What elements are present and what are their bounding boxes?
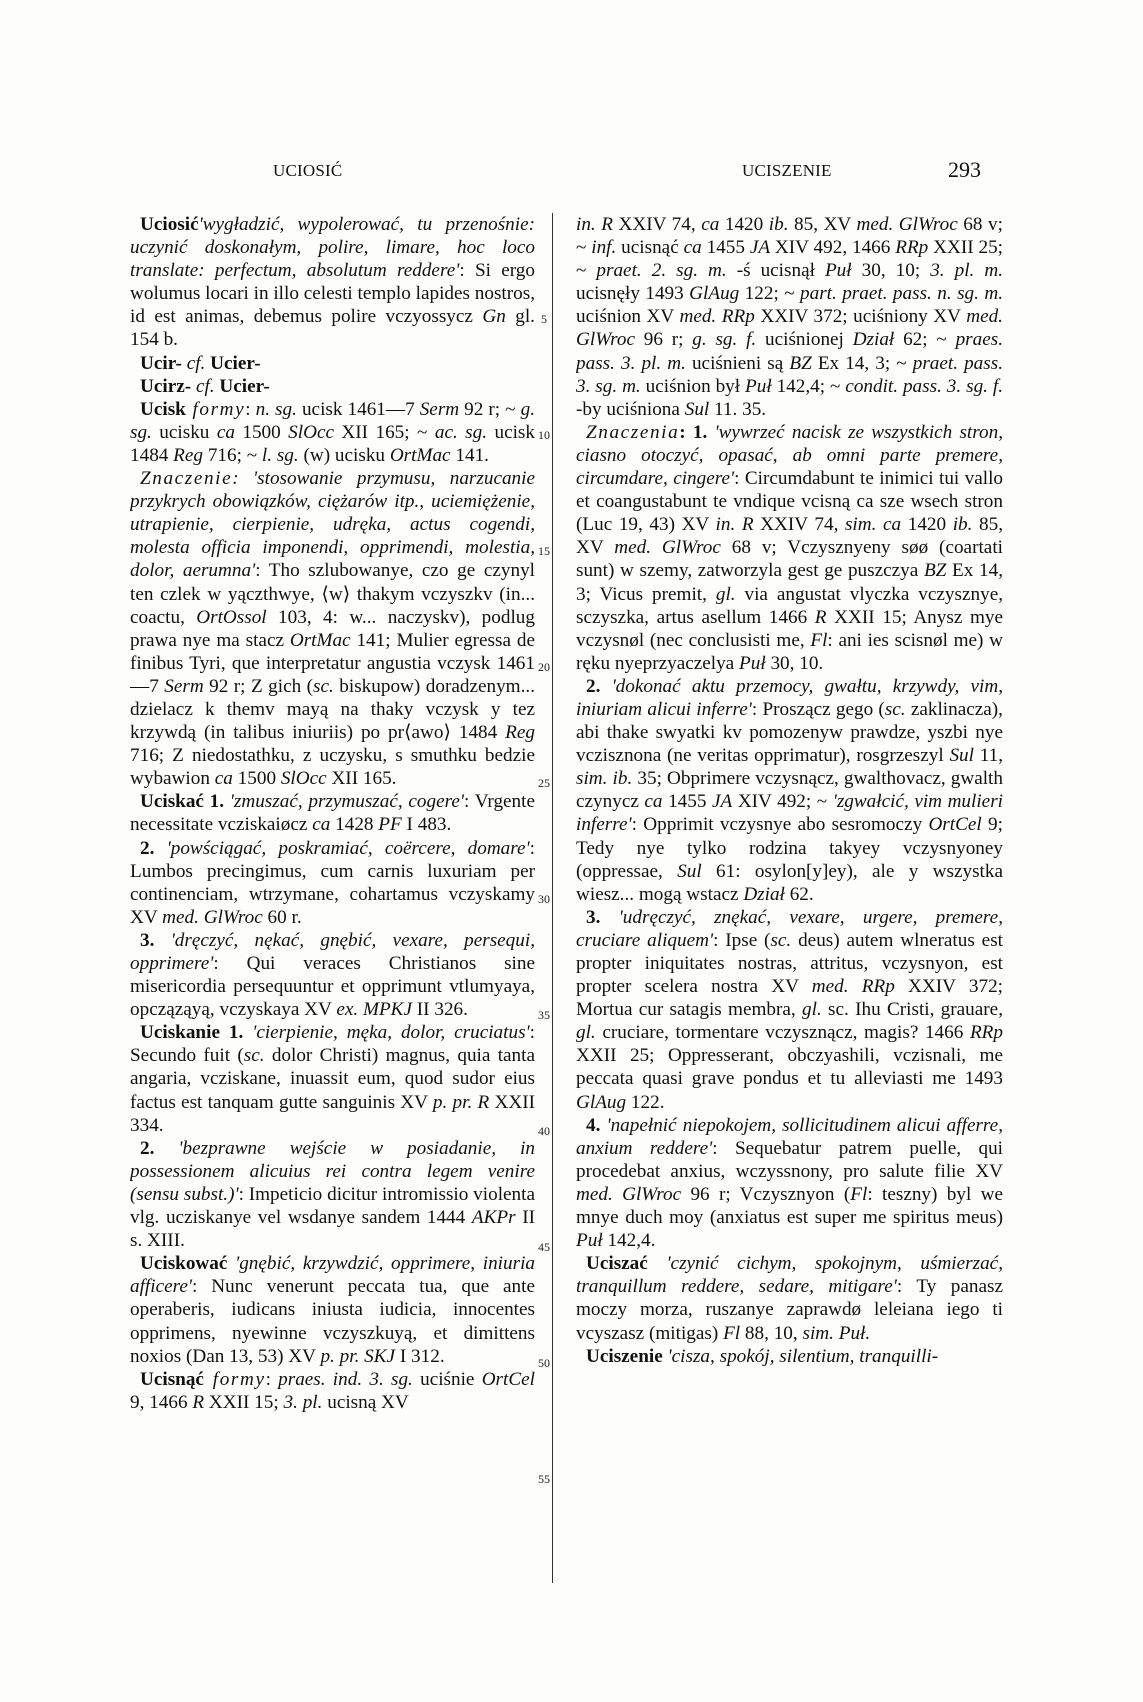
text: 62; ~ [894, 329, 956, 351]
entry-ucisk-meaning [130, 467, 535, 790]
citation: 61: osylon[y]ey), ale y wszystka wiesz... mogą wstacz [576, 860, 1003, 905]
headword: Ucir- [140, 352, 182, 374]
line-number: 45 [538, 1240, 550, 1254]
entry-ucisnac [130, 1368, 535, 1414]
grammar: g. sg. [130, 398, 535, 443]
citation: XXII 25; Oppresserant, obczyashili, vczisnali, me peccata quasi grave pondus et tu alleviasti me 1493 [576, 1045, 1003, 1090]
source-abbrev: Serm [419, 398, 460, 420]
source-abbrev: RRp [895, 237, 929, 259]
citation: XII 165. [326, 768, 397, 790]
source-abbrev: OrtCel [928, 814, 982, 836]
text: 92 r; ~ [459, 398, 521, 420]
sense-number: 3. [140, 929, 155, 951]
entry-uciskowac [130, 1252, 535, 1367]
citation: 9; Tedy nye tylko rodzina takyey vczysnyoney (oppressae, [576, 814, 1003, 882]
source-abbrev: JA [749, 237, 771, 259]
text: : [265, 1368, 279, 1390]
entry-ucisnac-meaning-2 [576, 675, 1003, 906]
citation: : Si ergo wolumus locari in illo celesti templo lapides nostros, id est animas, debemus polire vczyossycz [130, 260, 535, 328]
page-number: 293 [948, 157, 981, 182]
source-abbrev: AKPr [471, 1207, 516, 1229]
source-abbrev: Fl [810, 629, 828, 651]
sense-number: 3. [586, 906, 601, 928]
citation: 1455 [662, 791, 713, 813]
text: uciśnion XV [576, 306, 680, 328]
text: ucisk 1484 [130, 421, 535, 466]
citation: : Opprimit vczysnye abo sesromoczy [631, 814, 929, 836]
text: ucisk 1461—7 [296, 398, 420, 420]
citation: XXIV 74, [753, 514, 845, 536]
line-number: 55 [538, 1472, 550, 1486]
text: XXII 15; [204, 1391, 284, 1413]
line-number: 40 [538, 1124, 550, 1138]
text: 716; ~ [203, 444, 262, 466]
headword: Ucisnąć [140, 1368, 204, 1390]
entry-uciskac-1 [130, 790, 535, 836]
abbrev: gl. [715, 583, 736, 605]
abbrev: gl. [802, 999, 822, 1021]
running-header [0, 155, 1143, 185]
citation: : Vrgente necessitate vcziskaiøcz [130, 791, 535, 836]
headword: Uciskować [140, 1253, 228, 1275]
cross-ref-target: Ucier- [205, 352, 261, 374]
source-abbrev: Fl [723, 1322, 741, 1344]
citation: : Impeticio dicitur intromissio violenta vlg. ucziskanye vel wsdanye sandem 1444 [130, 1183, 535, 1229]
citation-ref: gl. 154 b. [130, 306, 535, 351]
citation: XXIV 372; Mortua cur satagis membra, [576, 976, 1003, 1021]
grammar: praes. ind. 3. sg. [278, 1368, 413, 1390]
source-abbrev: GlAug [689, 283, 740, 305]
text: uciśnionej [756, 329, 853, 351]
citation: II 326. [412, 999, 468, 1021]
citation: zaklinacza), abi thake swyatki kv pomozenyw prawdze, yszbi nye vczisznona (ne veritas opprimatur), rosgrzeszyl [576, 698, 1003, 767]
forms-label: formy [203, 1368, 266, 1390]
entry-ucisnac-meaning-4 [576, 1114, 1003, 1253]
entry-uciskanie-2 [130, 1137, 535, 1252]
abbrev: gl. [576, 1022, 596, 1044]
entry-uciskac-3 [130, 929, 535, 1021]
text: (w) ucisku [298, 444, 390, 466]
source-abbrev: Dział [852, 329, 895, 351]
text: Ex 14, 3; ~ [811, 352, 913, 374]
text: 142,4; ~ [771, 375, 846, 397]
abbrev: ca [644, 791, 663, 813]
source-abbrev: med. GlWroc [576, 306, 1003, 351]
source-abbrev: Reg [505, 722, 535, 744]
grammar: 3. pl. [283, 1391, 323, 1413]
sense-number: 4. [586, 1114, 601, 1136]
abbrev: ib. [952, 514, 973, 536]
definition: 'powściągać, poskramiać, coërcere, domare' [154, 837, 530, 859]
definition: 'cierpienie, męka, dolor, cruciatus' [243, 1022, 530, 1044]
citation: 68 v; Vczysznyeny søø (coartati sunt) w szemy, zatworzyla gest ge puszczya [576, 537, 1003, 582]
abbrev: sc. [313, 675, 334, 697]
source-abbrev: p. pr. R [432, 1091, 490, 1113]
citation: 122. [626, 1091, 665, 1113]
text: 1500 [234, 421, 289, 443]
headword: Ucirz- [140, 375, 192, 397]
entry-uciszenie [576, 1345, 1003, 1368]
column-divider [552, 213, 553, 1583]
grammar: part. praet. pass. n. sg. m. [800, 283, 1003, 305]
grammar: praet. 2. sg. m. [596, 260, 727, 282]
citation: 96 r; Vczysznyon ( [681, 1183, 851, 1205]
source-abbrev: med. RRp [811, 976, 895, 998]
citation: 92 r; Z gich ( [203, 675, 314, 697]
sense-number: 2. [586, 675, 601, 697]
headword: Uciskanie 1. [140, 1022, 244, 1044]
citation: 62. [784, 883, 814, 905]
headword: Uciszenie [586, 1345, 663, 1367]
citation: : Ty panasz moczy morza, ruszanye zaprawdø leleiana iego ti vcyszasz (mitigas) [576, 1276, 1003, 1344]
citation: : Circumdabunt te inimici tui vallo et coangustabunt te vndique vcisną ca sze wsech stron (Luc 19, 43) XV [576, 468, 1003, 536]
entry-uciszac [576, 1252, 1003, 1344]
source-abbrev: SlOcc [288, 421, 334, 443]
citation: 142,4. [602, 1230, 656, 1252]
source-abbrev: Puł [824, 260, 852, 282]
entry-uciosic [130, 213, 535, 352]
citation: 103, 4: w... naczyskv), podlug prawa nye ma stacz [130, 606, 535, 651]
citation: deus) autem wlneratus est propter iniquitates nostras, attritus, vczysnyon, est propter scelera nostra XV [576, 929, 1003, 998]
citation: 1428 [330, 814, 379, 836]
citation: 1420 [901, 514, 953, 536]
citation: : ani ies scisnøl me) w ręku nyeprzyaczelya [576, 629, 1003, 674]
definition: : 'stosowanie przymusu, narzucanie przykrych obowiązków, ciężarów itp., uciemiężenie, utrapienie, cierpienie, udręka, actus cogendi, molesta officia imponendi, opprimendi, molestia, dolor, aerumna' [130, 468, 535, 582]
text: 122; ~ [739, 283, 801, 305]
definition: 'napełnić niepokojem, sollicitudinem alicui afferre, anxium reddere' [576, 1114, 1003, 1159]
definition: 'dokonać aktu przemocy, gwałtu, krzywdy, vim, iniuriam alicui inferre' [576, 675, 1003, 720]
citation: 141; Mulier egressa de finibus Tyri, que interpretatur angustia vczysk 1461—7 [130, 629, 535, 697]
text: ucisku [151, 421, 217, 443]
citation: II s. XIII. [130, 1207, 535, 1252]
source-abbrev: OrtMac [389, 444, 451, 466]
source-abbrev: Serm [164, 675, 204, 697]
source-abbrev: R [192, 1391, 205, 1413]
definition: 'bezprawne wejście w posiadanie, in possessionem alicuius rei contra legem venire (sensu subst.)' [130, 1137, 535, 1205]
abbrev: ca [214, 768, 233, 790]
sense-number: 2. [140, 837, 155, 859]
text: 141. [450, 444, 489, 466]
citation: : Proszącz gego ( [751, 698, 885, 720]
source-abbrev: med. GlWroc [856, 214, 958, 235]
entry-ucisnac-meaning-3 [576, 906, 1003, 1114]
citation: 85, XV [576, 514, 1003, 559]
citation: 88, 10, [740, 1322, 803, 1344]
source-abbrev: Dział [743, 883, 785, 905]
cross-ref-cf: cf. [191, 375, 215, 397]
line-numbers [536, 213, 552, 1583]
citation: sc. Ihu Cristi, grauare, [821, 999, 1003, 1021]
line-number: 10 [538, 428, 550, 442]
text: XXII 25; ~ [576, 237, 1003, 282]
entry-uciskac-2 [130, 837, 535, 929]
citation: : Tho szlubowanye, czo ge czynyl ten czlek w yączthwye, ⟨w⟩ thakym vczyszkv (in... coactu, [130, 560, 535, 628]
grammar: l. sg. [261, 444, 299, 466]
definition: 'zgwałcić, vim mulieri inferre' [576, 791, 1003, 836]
source-abbrev: med. RRp [679, 306, 755, 328]
source-abbrev: p. pr. SKJ [320, 1345, 396, 1367]
text: ucisną XV [322, 1391, 409, 1413]
grammar: n. sg. [255, 398, 297, 420]
grammar: g. sg. f. [692, 329, 757, 351]
abbrev: ca [312, 814, 331, 836]
source-abbrev: RRp [969, 1022, 1003, 1044]
text: -ś ucisnął [726, 260, 825, 282]
sense-number: 2. [140, 1137, 155, 1159]
source-abbrev: med. GlWroc [614, 537, 721, 559]
text: XII 165; ~ [334, 421, 435, 443]
citation: 1500 [232, 768, 281, 790]
grammar: inf. [591, 237, 617, 259]
line-number: 20 [538, 660, 550, 674]
text: XXIV 372; uciśniony XV [754, 306, 967, 328]
citation: dolor Christi) magnus, quia tanta angaria, vcziskane, inuassit eum, quod sudor eius factus est tanquam gutte sanguinis XV [130, 1045, 535, 1113]
line-number: 25 [538, 776, 550, 790]
source-abbrev: Sul [684, 398, 710, 420]
definition: 'gnębić, krzywdzić, opprimere, iniuria afficere' [130, 1253, 535, 1298]
citation: XXII 334. [130, 1091, 535, 1136]
text: 1455 [701, 237, 750, 259]
citation: : Sequebatur patrem puelle, qui procedebat anxius, wczyssnony, pro salute filie XV [576, 1137, 1003, 1182]
grammar: ac. sg. [434, 421, 488, 443]
source-abbrev: BZ [789, 352, 812, 374]
citation: Ex 14, 3; Vicus premit, [576, 560, 1003, 605]
citation: I 312. [395, 1345, 445, 1367]
source-abbrev: R [814, 606, 827, 628]
text: uciśnion był [640, 375, 746, 397]
source-abbrev: OrtCel [481, 1368, 535, 1390]
citation: cruciare, tormentare vczysznącz, magis? 1466 [595, 1022, 970, 1044]
header-right-title: UCISZENIE [742, 161, 832, 180]
citation: via angustat vlyczka vczysznye, sczyszka, artus asellum 1466 [576, 583, 1003, 628]
abbrev: sc. [770, 929, 792, 951]
right-column [576, 213, 1003, 1583]
source-abbrev: med. GlWroc [162, 906, 263, 928]
entry-uciskanie-1 [130, 1021, 535, 1136]
citation: : Ipse ( [713, 929, 771, 951]
abbrev: ca [683, 237, 702, 259]
definition: 'dręczyć, nękać, gnębić, vexare, persequi, opprimere' [130, 929, 535, 974]
abbrev: sc. [243, 1045, 265, 1067]
definition: 'cisza, spokój, silentium, tranquilli- [662, 1345, 939, 1367]
headword: Uciskać 1. [140, 791, 225, 813]
source-abbrev: in. R [715, 514, 754, 536]
text: 85, XV [788, 214, 857, 235]
citation: biskupow) doradzenym... dzielacz k themv mayą na thaky vczysk y tez krzywdą (in talibus iniuriis) po pr⟨awo⟩ 1484 [130, 675, 535, 744]
source-abbrev: JA [712, 791, 733, 813]
source-abbrev: PF [378, 814, 402, 836]
source-abbrev: SlOcc [280, 768, 327, 790]
text: ucisnąć [616, 237, 684, 259]
source-abbrev: in. R [576, 214, 613, 235]
grammar: praes. pass. 3. pl. m. [576, 329, 1003, 374]
source-abbrev: GlAug [576, 1091, 627, 1113]
grammar: ca [216, 421, 235, 443]
citation: 60 r. [262, 906, 302, 928]
source-abbrev: Puł [739, 652, 766, 674]
abbrev: sim. ib. [576, 768, 633, 790]
citation: I 483. [401, 814, 452, 836]
line-number: 5 [541, 312, 547, 326]
abbrev: ib. [768, 214, 789, 235]
source-abbrev: OrtMac [289, 629, 351, 651]
source-abbrev: med. GlWroc [576, 1183, 682, 1205]
entry-ucisk [130, 398, 535, 467]
citation: XXII 15; Anysz mye vczysnøl (nec conclusisti me, [576, 606, 1003, 651]
text: 30, 10; [851, 260, 931, 282]
entry-ucisnac-forms-cont [576, 213, 1003, 421]
source-abbrev: Puł [576, 1230, 603, 1252]
source-abbrev: sim. Puł. [802, 1322, 871, 1344]
text: uciśnieni są [685, 352, 790, 374]
source-abbrev: Fl [850, 1183, 868, 1205]
citation: : Secundo fuit ( [130, 1022, 535, 1067]
text: uciśnie [412, 1368, 482, 1390]
text: 96 r; [634, 329, 693, 351]
text: : [245, 398, 256, 420]
definition: 'zmuszać, przymuszać, cogere' [224, 791, 464, 813]
citation: 35; Obprimere vczysnącz, gwalthovacz, gwalth czynycz [576, 768, 1003, 813]
left-column [130, 213, 535, 1583]
entry-ucir [130, 352, 535, 375]
source-abbrev: BZ [923, 560, 947, 582]
citation: 11, [973, 745, 1003, 767]
source-abbrev: Gn [482, 306, 506, 328]
text: XIV 492, 1466 [770, 237, 896, 259]
source-abbrev: OrtOssol [196, 606, 267, 628]
line-number: 35 [538, 1008, 550, 1022]
meaning-label: Znaczenia [586, 421, 680, 443]
definition: 'udręczyć, znękać, vexare, urgere, premere, cruciare aliquem' [576, 906, 1003, 951]
definition: 'czynić cichym, spokojnym, uśmierzać, tranquillum reddere, sedare, mitigare' [576, 1253, 1003, 1298]
entry-ucirz [130, 375, 535, 398]
grammar: praet. pass. 3. sg. m. [576, 352, 1003, 397]
grammar: 3. pl. m. [930, 260, 1003, 282]
citation: : Nunc venerunt peccata tua, que ante operaberis, iudicans iniusta iudicia, innocentes opprimens, nyewinne vczyszkuyą, et dimittens noxios (Dan 13, 53) XV [130, 1276, 535, 1367]
abbrev: sim. ca [844, 514, 902, 536]
headword: Uciszać [586, 1253, 648, 1275]
source-abbrev: ex. MPKJ [336, 999, 412, 1021]
citation: 30, 10. [765, 652, 824, 674]
citation: : teszny) byl we mnye duch moy (anxiatus est super me spiritus meus) [576, 1183, 1003, 1229]
definition: 'wywrzeć nacisk ze wszystkich stron, ciasno otoczyć, opasać, ab omni parte premere, circumdare, cingere' [576, 421, 1003, 490]
text: 11. 35. [709, 398, 767, 420]
text: 68 v; ~ [576, 214, 1003, 259]
citation: : Lumbos precingimus, cum carnis luxuriam per continenciam, wtrzymane, cohartamus vczyskamy XV [130, 837, 535, 928]
citation: 716; Z niedostathku, z uczysku, s smuthku bedzie wybawion [130, 745, 535, 790]
abbrev: ca [701, 214, 720, 235]
text: ucisnęły 1493 [576, 283, 690, 305]
citation: XIV 492; ~ [732, 791, 833, 813]
source-abbrev: Puł [745, 375, 772, 397]
sense-number: : 1. [679, 421, 715, 443]
source-abbrev: Sul [949, 745, 974, 767]
text: 9, 1466 [130, 1391, 193, 1413]
line-number: 30 [538, 892, 550, 906]
text: XXIV 74, [612, 214, 702, 235]
cross-ref-target: Ucier- [214, 375, 270, 397]
entry-ucisnac-meaning-1 [576, 421, 1003, 675]
definition: 'wygładzić, wypolerować, tu przenośnie: uczynić doskonałym, polire, limare, hoc loco translate: perfectum, absolutum reddere' [130, 214, 535, 282]
line-number: 15 [538, 544, 550, 558]
meaning-label: Znaczenie [140, 468, 233, 490]
cross-ref-cf: cf. [181, 352, 206, 374]
grammar: condit. pass. 3. sg. f. [845, 375, 1003, 397]
text: 1420 [719, 214, 769, 235]
text: -by uciśniona [576, 398, 685, 420]
source-abbrev: Reg [173, 444, 204, 466]
headword: Uciosić [140, 214, 199, 235]
citation: : Qui veraces Christianos sine misericordia persequuntur et opprimunt vtlumyaya, opcząząyą, vczyskaya XV [130, 953, 535, 1021]
source-abbrev: Sul [677, 860, 702, 882]
forms-label: formy [185, 398, 246, 420]
line-number: 50 [538, 1356, 550, 1370]
abbrev: sc. [884, 698, 906, 720]
header-left-title: UCIOSIĆ [273, 161, 343, 180]
headword: Ucisk [140, 398, 186, 420]
